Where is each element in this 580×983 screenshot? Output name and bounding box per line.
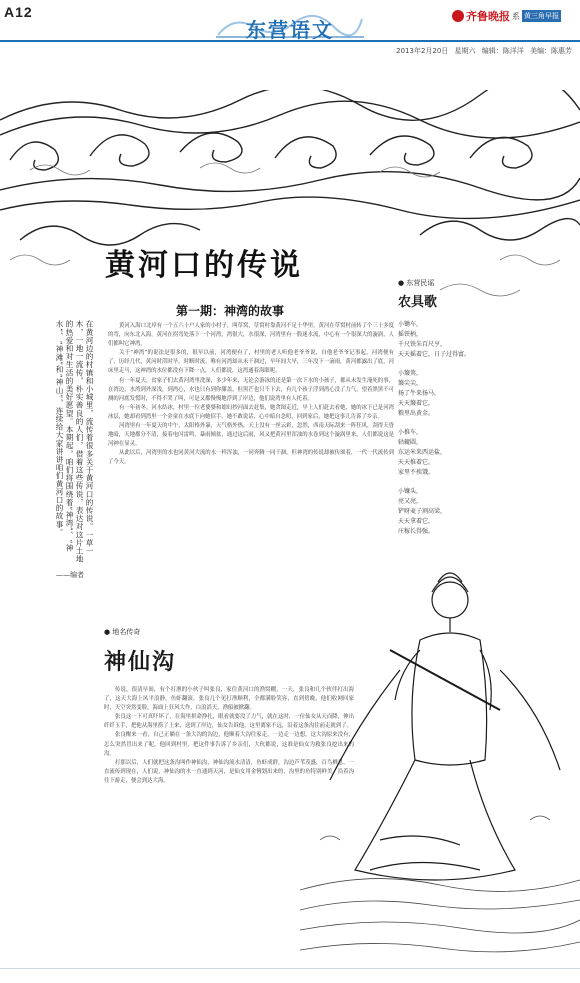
song-column-tag: ● 东营民谣 xyxy=(398,279,435,287)
page-number: A12 xyxy=(4,4,33,20)
song-title: 农具歌 xyxy=(398,295,438,310)
song-line: 东运米来西运盐， xyxy=(398,449,447,456)
story2-tag-label: 地名传奇 xyxy=(112,628,141,636)
song-line: 天天簸着它， xyxy=(398,400,435,407)
bottom-rule xyxy=(0,968,580,969)
song-line: 摇铁柄， xyxy=(398,331,423,338)
song-line: 家里不挨饿。 xyxy=(398,469,435,476)
newspaper-name: 齐鲁晚报 xyxy=(466,10,510,23)
song-tag-label: 东营民谣 xyxy=(406,279,435,287)
story-paragraph: 河湾里有一年夏天的中午，太阳格外暴，天气格外热，天上没有一丝云彩，忽然，西南天际刮来一阵狂风，刮得天昏地暗，天地都分不清，接着电闪雷鸣，暴雨倾盆，通过这后雨，风又把黄河里浑浊的水卷到这个漩涡里来，人们都说这是河神在显灵。 xyxy=(108,423,394,448)
story2-paragraph: 张良这一下可真吓坏了，在海里拼命挣扎，眼看就要没了力气，就在这时，一位仙女从天而降，伸出纤纤玉手，把他从海里捞了上来，送到了岸边，仙女告诉他，这里离家不远，沿着这条沟往前走就到了。 xyxy=(104,714,354,730)
editor-intro: 在黄河边的村镇和小城里，流传着很多关于黄河口的传说。一草一木，一地一流传，朴实善良的人们，借着这些传说，表达对这片土地的热爱和对生活的美好愿望。本期起，咱们将围绕着“神湾”、“神水”、“神滩”和“神山”，连续给大家讲讲咱们黄河口的故事。 xyxy=(55,320,94,563)
song-line: 小推车， xyxy=(398,429,423,436)
story2-title: 神仙沟 xyxy=(104,649,177,675)
story-paragraph: 有一年夏天，贫家子们去黄河湾里洗澡，多少年来，无论会游泳的还是第一次下水的小孩子，都从未发生淹死的事，在湾边，水湾到外深浅，到湾心，水也只有到你膝盖，但黑芒也只不下去，有几个孩子浮到湾心没了力气，望着黑黑不可测的河底发慌时，不得不哭了叫，可是又都慢慢地浮到了岸边，他们说湾里有人托着。 xyxy=(108,377,394,402)
song-line: 粮里出黄金。 xyxy=(398,410,435,417)
story-paragraph: 关于“神湾”的说法是很多的，很早以前，河湾便有了，村里的老人听他老爷爷说，自他老爷爷记事起，河湾便有了，历经几代，黄河时涝时旱，时断时流，唯有河湾却从未干涸过，早年间大旱，三年没下一滴雨，黄河都露出了底，河床里走马，这神湾的水位都没有下降一点，人们都说，这湾通着海眼呢。 xyxy=(108,350,394,375)
song-line: 千尺铁朱百尺亨， xyxy=(398,341,447,348)
song-line: 天天摇着它，日子过得富。 xyxy=(398,351,471,358)
song-line: 小锄车， xyxy=(398,321,423,328)
story2-body xyxy=(104,686,354,954)
dateline: 2013年2月20日 星期六 编辑：陈洋洋 美编：陈惠芳 xyxy=(396,47,572,55)
song-line: 小镰头， xyxy=(398,488,423,495)
masthead-badge: 黄三角早报 xyxy=(524,12,559,20)
song-line: 轱辘圆， xyxy=(398,439,423,446)
feature-title: 黄河口的传说 xyxy=(105,248,303,283)
song-line: 天天推着它， xyxy=(398,459,435,466)
song-line: 扬了牛来扬马， xyxy=(398,390,441,397)
story-paragraph: 有一年初冬，河水结冰，村里一位老婆婆和媳妇抄河面去赶集，她贪图走近，早上人们赶去看她，她的冰下已是河湾冰层，她却看到湾里一个金童在水底下向她招手，她不敢说话，心中暗自念叨，回到家后，她把这事儿告诉了乡亲。 xyxy=(108,404,394,420)
song-line: 小簸箕， xyxy=(398,370,423,377)
story-paragraph: 黄河入海口北岸有一个五六十户人家的小村子，叫草窝，草窝村靠黄河不足十华里，黄河在草窝村前转了个三十多度的弯，向东北入海，黄河在拐弯处落下一个河湾，湾很大，水很深，河湾里有一股迷水流，中心有一个很深大的漩涡，人们都叫它神湾。 xyxy=(108,323,394,348)
header-rule xyxy=(0,40,580,42)
song-line: 天天拿着它， xyxy=(398,518,435,525)
song-line: 亮又亮， xyxy=(398,498,423,505)
song-line: 铲呀麦子割高梁， xyxy=(398,508,447,515)
song-stanza xyxy=(398,369,498,419)
story2-column-tag: ● 地名传奇 xyxy=(104,628,141,636)
editor-signoff: ——编者 xyxy=(56,571,84,579)
masthead xyxy=(452,8,561,24)
song-line: 庄稼长得强。 xyxy=(398,528,435,535)
masthead-suffix: 系 xyxy=(512,11,520,21)
song-lyrics xyxy=(398,320,498,546)
story2-paragraph: 打那以后，人们就把这条沟叫作神仙沟，神仙沟流水清清，鱼虾成群，沟边芦苇茂盛，百鸟栖息，一直流传到现在，人们说，神仙沟的水一直通到天河，是仙女用金簪划出来的，沟里的鱼特别鲜美，沿着沟往下游走，便会到达大海。 xyxy=(104,759,354,784)
song-stanza xyxy=(398,320,498,360)
section-title: 东营语文 xyxy=(246,18,334,42)
song-stanza xyxy=(398,487,498,537)
song-stanza xyxy=(398,428,498,478)
story-paragraph: 从此以后，河湾里的水也同黄河大流的水一样浑浊，一同奔腾一同干涸，但神湾的传说却被传颂着，一代一代流传到了今天。 xyxy=(108,450,394,466)
newspaper-logo-icon xyxy=(452,10,464,22)
story2-paragraph: 张良醒来一看，自己正躺在一条大沟的沟边，他顺着大沟往家走，一边走一边想，这大沟原来没有，怎么突然冒出来了呢，他回到村里，把这件事告诉了乡亲们，大伙都说，这准是仙女为救张良挖出来的沟。 xyxy=(104,732,354,757)
story2-paragraph: 传说，很清早间，有个打渔的小伙子叫张良，家住黄河口的渔窝棚，一天，张良和几个伙伴打出海了，这天大海上风平浪静，鱼虾翻滚，张良几个见打渔顺利，全都满脸笑容，直到傍晚，他们收网回家时，天空突然变脸，海面上狂风大作，白浪滔天，渔船被掀翻。 xyxy=(104,687,354,712)
song-line: 簸尖尖， xyxy=(398,380,423,387)
feature-subtitle: 第一期：神湾的故事 xyxy=(176,304,285,318)
